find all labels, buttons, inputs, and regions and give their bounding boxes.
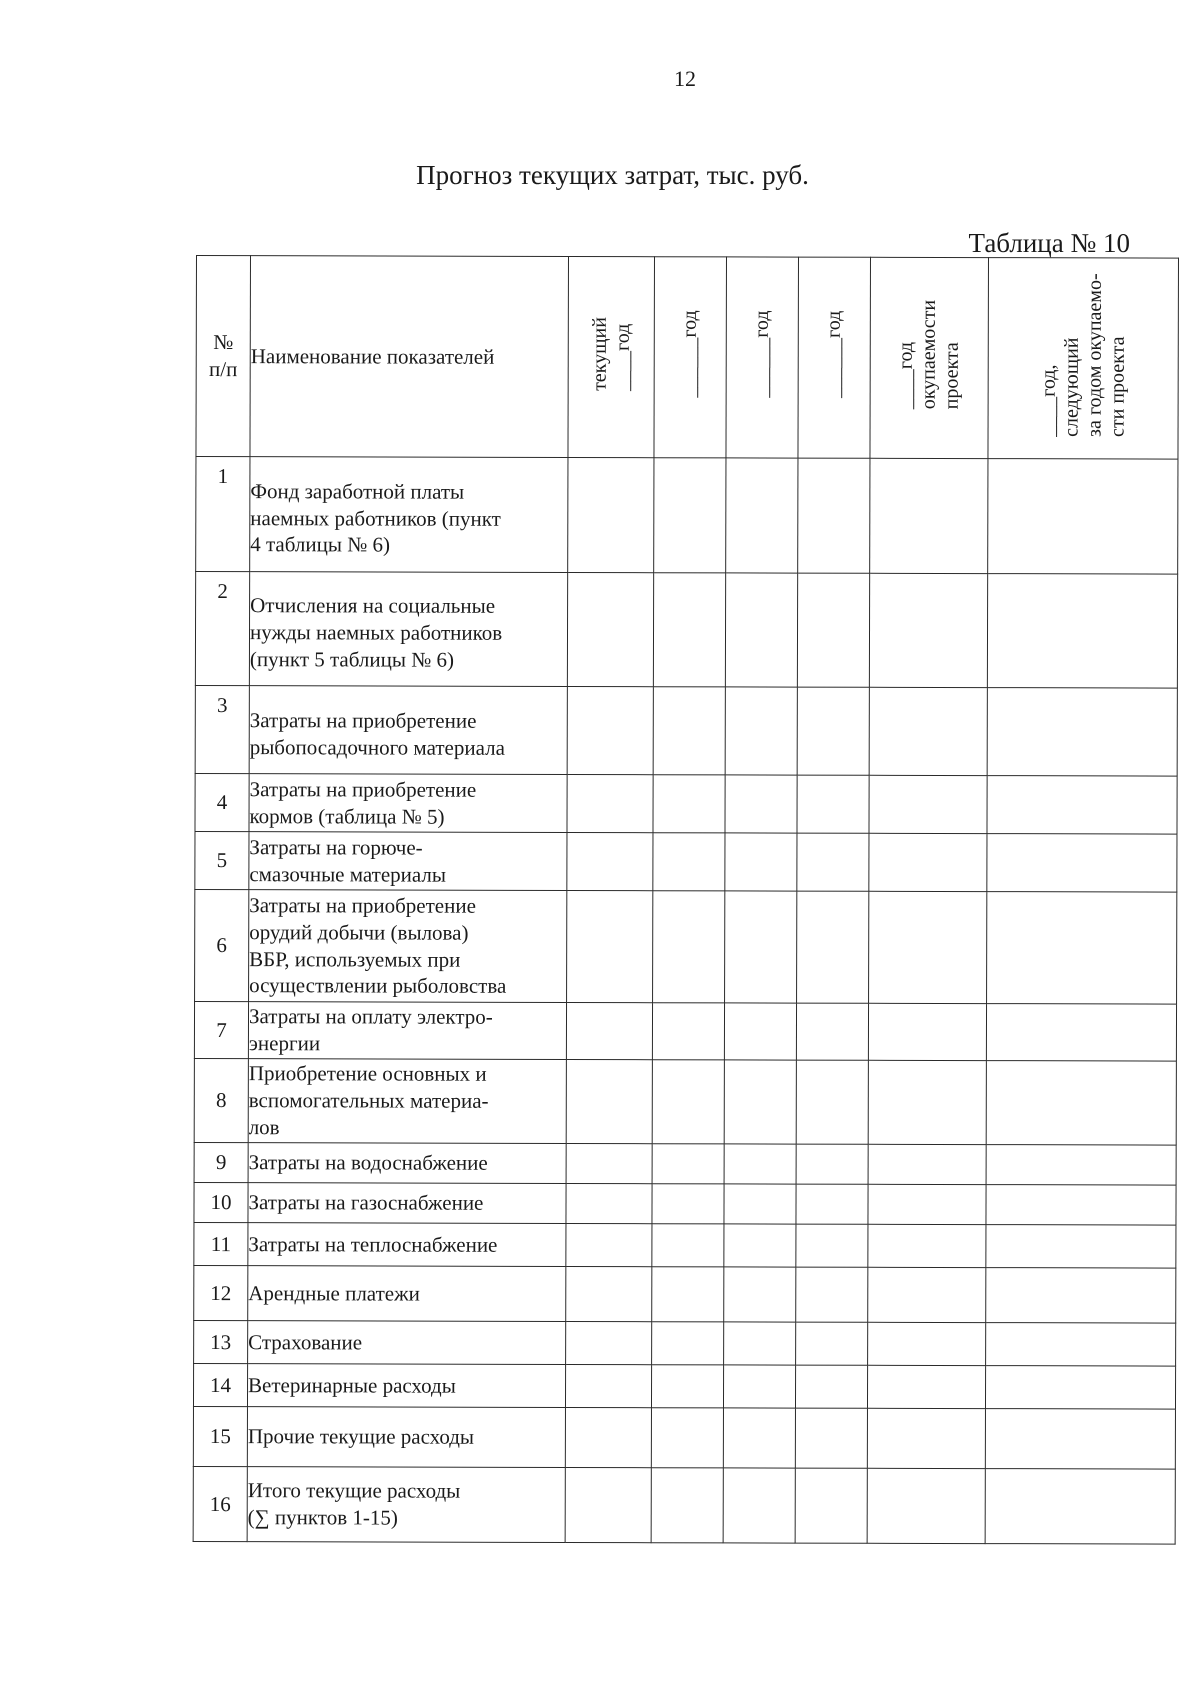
value-cell (869, 775, 987, 833)
value-cell (725, 833, 797, 891)
header-period-current: текущий ____год (568, 256, 655, 457)
table-row (195, 572, 1177, 689)
row-indicator-name: Затраты на газоснабжение (248, 1183, 566, 1224)
value-cell (796, 1224, 868, 1267)
row-number: 5 (195, 831, 249, 889)
value-cell (653, 687, 725, 775)
value-cell (567, 686, 653, 774)
value-cell (868, 1267, 986, 1322)
table-body (193, 457, 1178, 1545)
header-period-2: ______год (654, 257, 727, 458)
value-cell (653, 891, 725, 1003)
value-cell (724, 1003, 796, 1060)
value-cell (985, 1366, 1175, 1409)
row-number: 15 (193, 1406, 247, 1466)
row-indicator-name: Отчисления на социальные нужды наемных работников (пункт 5 таблицы № 6) (249, 572, 567, 687)
row-indicator-name: Приобретение основных и вспомогательных материа- лов (248, 1059, 566, 1144)
value-cell (795, 1468, 867, 1543)
header-period-after-payback: ____год, следующий за годом окупаемо- сти проекта (988, 258, 1179, 459)
value-cell (724, 1322, 796, 1365)
value-cell (652, 1224, 724, 1267)
value-cell (986, 1323, 1176, 1366)
table-row (194, 1182, 1176, 1225)
row-number: 8 (194, 1058, 248, 1142)
value-cell (725, 775, 797, 833)
value-cell (869, 891, 987, 1003)
value-cell (567, 832, 653, 890)
row-number: 4 (195, 773, 249, 831)
table-row (194, 1058, 1176, 1145)
value-cell (725, 891, 797, 1003)
value-cell (566, 1143, 652, 1183)
value-cell (652, 1003, 724, 1060)
value-cell (797, 573, 869, 687)
row-indicator-name: Затраты на оплату электро- энергии (248, 1002, 566, 1060)
row-number: 11 (194, 1222, 248, 1265)
value-cell (798, 458, 870, 573)
value-cell (986, 1061, 1176, 1145)
row-number: 6 (195, 889, 249, 1001)
row-indicator-name: Ветеринарные расходы (247, 1364, 565, 1408)
header-period-payback: ____год окупаемости проекта (870, 257, 989, 458)
row-number: 13 (194, 1320, 248, 1363)
value-cell (987, 892, 1177, 1004)
value-cell (986, 1145, 1176, 1185)
row-indicator-name: Страхование (248, 1321, 566, 1365)
value-cell (566, 1059, 652, 1143)
value-cell (796, 1003, 868, 1060)
cost-forecast-table (193, 255, 1179, 1545)
value-cell (869, 687, 987, 775)
value-cell (724, 1267, 796, 1322)
row-indicator-name: Затраты на приобретение кормов (таблица № 5) (249, 774, 567, 833)
value-cell (566, 1321, 652, 1364)
value-cell (797, 891, 869, 1003)
value-cell (651, 1468, 723, 1543)
table-row (196, 457, 1178, 575)
value-cell (652, 1144, 724, 1184)
row-number: 9 (194, 1142, 248, 1182)
value-cell (723, 1468, 795, 1543)
value-cell (724, 1224, 796, 1267)
table-row (195, 685, 1177, 776)
value-cell (796, 1144, 868, 1184)
value-cell (653, 775, 725, 833)
value-cell (870, 458, 988, 573)
table-caption: Таблица № 10 (968, 228, 1130, 258)
value-cell (652, 1267, 724, 1322)
value-cell (985, 1409, 1175, 1469)
header-number: № п/п (196, 256, 251, 457)
table-row (195, 773, 1177, 834)
value-cell (651, 1365, 723, 1408)
row-indicator-name: Фонд заработной платы наемных работников (пункт 4 таблицы № 6) (250, 457, 568, 573)
value-cell (868, 1060, 986, 1144)
value-cell (868, 1224, 986, 1267)
document-title: Прогноз текущих затрат, тыс. руб. (416, 160, 809, 190)
value-cell (987, 776, 1177, 834)
value-cell (726, 458, 798, 573)
value-cell (869, 573, 987, 687)
table-row (194, 1265, 1176, 1323)
value-cell (652, 1322, 724, 1365)
table-row (193, 1363, 1175, 1409)
value-cell (568, 457, 654, 572)
value-cell (797, 687, 869, 775)
value-cell (987, 688, 1177, 776)
row-number: 14 (193, 1363, 247, 1406)
value-cell (723, 1365, 795, 1408)
table-row (193, 1406, 1175, 1469)
value-cell (867, 1468, 985, 1543)
value-cell (796, 1267, 868, 1322)
value-cell (867, 1408, 985, 1468)
value-cell (653, 573, 725, 687)
row-number: 3 (195, 685, 249, 773)
table-row (194, 1222, 1176, 1268)
value-cell (986, 1185, 1176, 1225)
value-cell (868, 1184, 986, 1224)
table-row (195, 831, 1177, 892)
value-cell (869, 833, 987, 891)
row-number: 16 (193, 1466, 247, 1541)
value-cell (565, 1467, 651, 1542)
value-cell (795, 1408, 867, 1468)
value-cell (566, 1002, 652, 1059)
value-cell (567, 774, 653, 832)
header-period-3: ______год (726, 257, 799, 458)
value-cell (986, 1004, 1176, 1061)
value-cell (797, 775, 869, 833)
value-cell (987, 834, 1177, 892)
row-indicator-name: Затраты на приобретение орудий добычи (вылова) ВБР, используемых при осуществлении рыболовства (249, 890, 567, 1003)
value-cell (567, 572, 653, 686)
value-cell (725, 687, 797, 775)
row-indicator-name: Итого текущие расходы (∑ пунктов 1-15) (247, 1467, 565, 1543)
value-cell (565, 1407, 651, 1467)
value-cell (565, 1364, 651, 1407)
value-cell (986, 1268, 1176, 1323)
value-cell (567, 890, 653, 1002)
value-cell (652, 1060, 724, 1144)
row-indicator-name: Затраты на водоснабжение (248, 1143, 566, 1184)
value-cell (653, 833, 725, 891)
row-indicator-name: Затраты на горюче- смазочные материалы (249, 832, 567, 891)
row-indicator-name: Затраты на теплоснабжение (248, 1223, 566, 1267)
table-row (193, 1466, 1175, 1544)
value-cell (987, 574, 1177, 688)
value-cell (654, 458, 726, 573)
value-cell (796, 1184, 868, 1224)
row-number: 7 (194, 1001, 248, 1058)
value-cell (867, 1365, 985, 1408)
table-row (194, 1320, 1176, 1366)
value-cell (797, 833, 869, 891)
value-cell (724, 1184, 796, 1224)
value-cell (725, 573, 797, 687)
value-cell (986, 1225, 1176, 1268)
value-cell (566, 1223, 652, 1266)
row-number: 12 (194, 1265, 248, 1320)
value-cell (724, 1060, 796, 1144)
table-row (194, 1001, 1176, 1061)
header-period-4: ______год (798, 257, 871, 458)
value-cell (723, 1408, 795, 1468)
row-indicator-name: Арендные платежи (248, 1266, 566, 1322)
row-number: 1 (196, 457, 250, 572)
value-cell (795, 1365, 867, 1408)
value-cell (651, 1408, 723, 1468)
value-cell (985, 1469, 1175, 1544)
value-cell (796, 1060, 868, 1144)
table-row (194, 1142, 1176, 1185)
table-header-row (196, 256, 1179, 460)
header-indicator-name: Наименование показателей (250, 256, 569, 458)
page-number: 12 (674, 66, 696, 91)
value-cell (868, 1144, 986, 1184)
table-row (195, 889, 1177, 1004)
value-cell (566, 1266, 652, 1321)
value-cell (724, 1144, 796, 1184)
row-number: 10 (194, 1182, 248, 1222)
value-cell (868, 1322, 986, 1365)
value-cell (868, 1003, 986, 1060)
value-cell (988, 459, 1178, 574)
value-cell (652, 1184, 724, 1224)
row-indicator-name: Затраты на приобретение рыбопосадочного материала (249, 686, 567, 775)
row-indicator-name: Прочие текущие расходы (247, 1407, 565, 1468)
value-cell (566, 1183, 652, 1223)
value-cell (796, 1322, 868, 1365)
row-number: 2 (195, 572, 249, 686)
